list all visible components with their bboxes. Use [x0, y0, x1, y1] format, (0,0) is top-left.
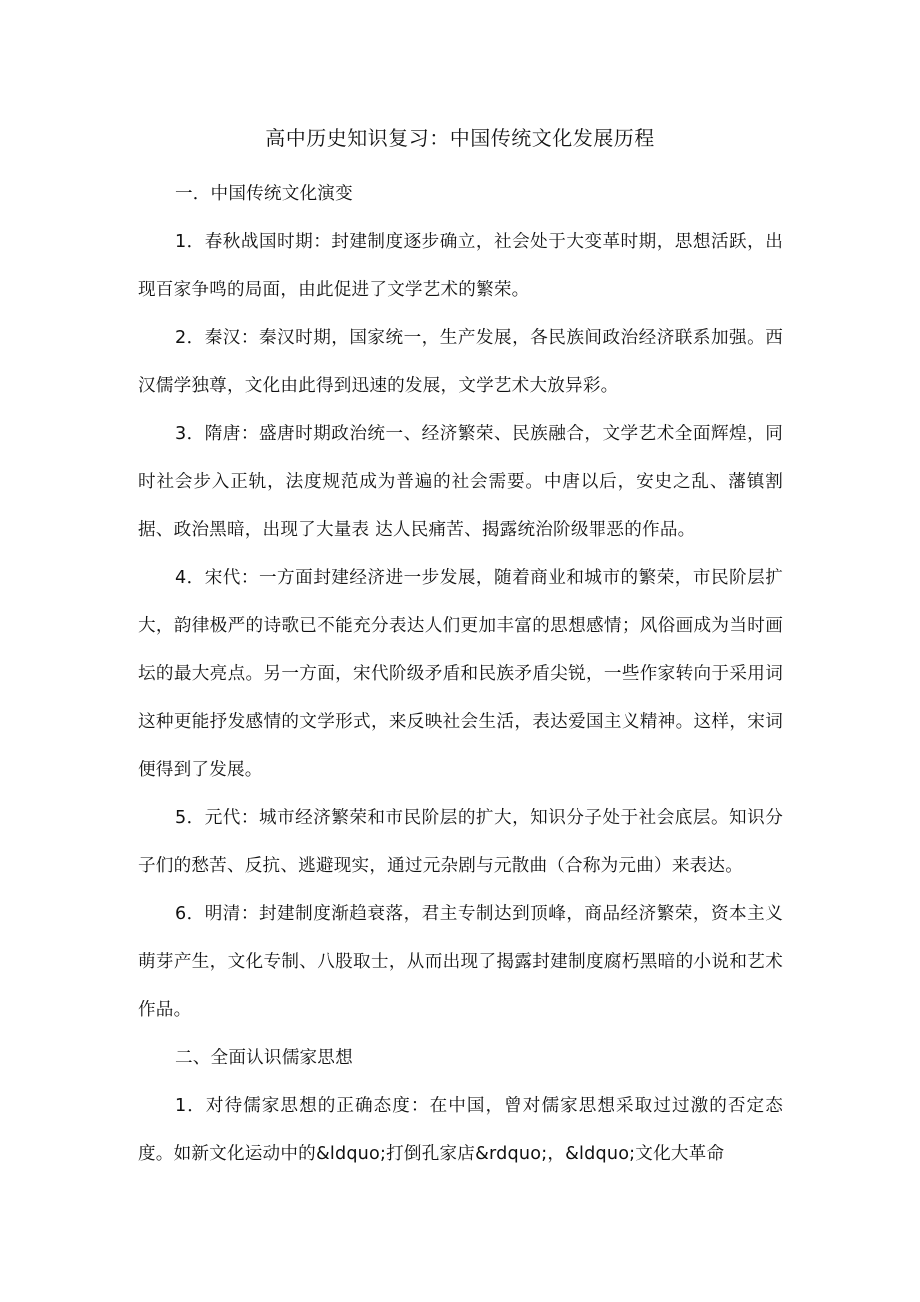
body-paragraph: 4．宋代：一方面封建经济进一步发展，随着商业和城市的繁荣，市民阶层扩大，韵律极严的诗歌已不能充分表达人们更加丰富的思想感情；风俗画成为当时画坛的最大亮点。另一方面，宋代阶级矛盾和民族矛盾尖锐，一些作家转向于采用词这种更能抒发感情的文学形式，来反映社会生活，表达爱国主义精神。这样，宋词便得到了发展。	[138, 568, 783, 780]
body-paragraph: 3．隋唐：盛唐时期政治统一、经济繁荣、民族融合，文学艺术全面辉煌，同时社会步入正轨，法度规范成为普遍的社会需要。中唐以后，安史之乱、藩镇割据、政治黑暗，出现了大量表 达人民痛苦、揭露统治阶级罪恶的作品。	[138, 424, 783, 540]
document-body	[138, 170, 783, 1178]
section-heading: 一．中国传统文化演变	[174, 184, 353, 204]
body-paragraph: 6．明清：封建制度渐趋衰落，君主专制达到顶峰，商品经济繁荣，资本主义萌芽产生，文化专制、八股取士，从而出现了揭露封建制度腐朽黑暗的小说和艺术作品。	[138, 904, 783, 1020]
section-heading: 二、全面认识儒家思想	[174, 1048, 353, 1068]
body-paragraph: 1．春秋战国时期：封建制度逐步确立，社会处于大变革时期，思想活跃，出现百家争鸣的局面，由此促进了文学艺术的繁荣。	[138, 232, 783, 300]
body-paragraph: 1．对待儒家思想的正确态度：在中国，曾对儒家思想采取过过激的否定态度。如新文化运动中的&ldquo;打倒孔家店&rdquo;，&ldquo;文化大革命	[138, 1096, 783, 1164]
body-paragraph: 2．秦汉：秦汉时期，国家统一，生产发展，各民族间政治经济联系加强。西汉儒学独尊，文化由此得到迅速的发展，文学艺术大放异彩。	[138, 328, 783, 396]
body-paragraph: 5．元代：城市经济繁荣和市民阶层的扩大，知识分子处于社会底层。知识分子们的愁苦、反抗、逃避现实，通过元杂剧与元散曲（合称为元曲）来表达。	[138, 808, 783, 876]
document-title: 高中历史知识复习：中国传统文化发展历程	[265, 126, 655, 150]
